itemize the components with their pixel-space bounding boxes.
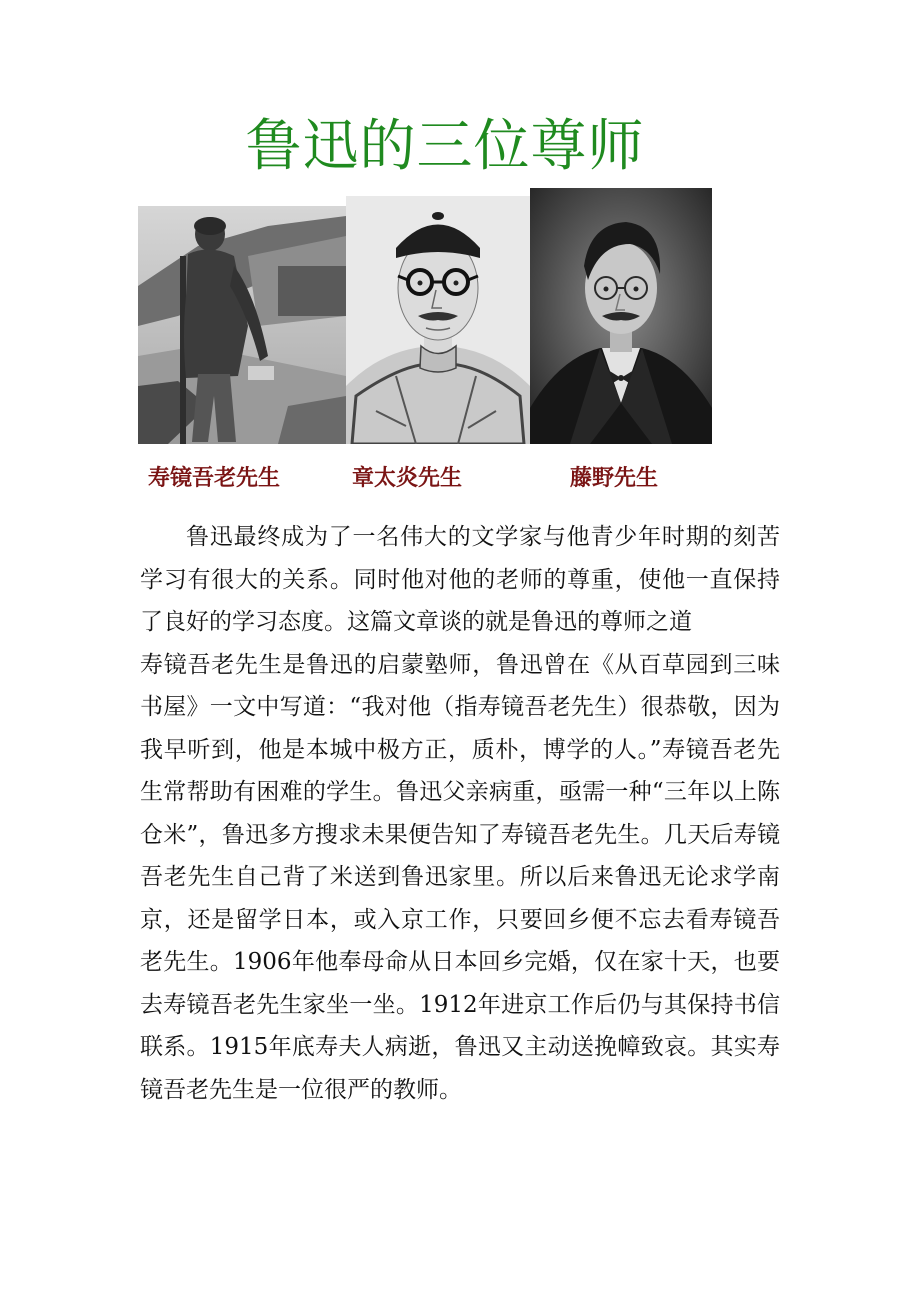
page-title: 鲁迅的三位尊师 — [245, 114, 645, 179]
paragraph-intro: 鲁迅最终成为了一名伟大的文学家与他青少年时期的刻苦学习有很大的关系。同时他对他的老师的尊重，使他一直保持了良好的学习态度。这篇文章谈的就是鲁迅的尊师之道 — [140, 524, 780, 635]
caption-shou-jingwu: 寿镜吾老先生 — [148, 466, 281, 491]
portrait-elderly-man-outdoors-photo — [138, 206, 346, 444]
portrait-man-in-suit-with-bowtie-photo — [530, 188, 712, 444]
paragraph-shou-jingwu: 寿镜吾老先生是鲁迅的启蒙塾师，鲁迅曾在《从百草园到三味书屋》一文中写道：“我对他（指寿镜吾老先生）很恭敬，因为我早听到，他是本城中极方正，质朴，博学的人。”寿镜吾老先生常帮助有困难的学生。鲁迅父亲病重，亟需一种“三年以上陈仓米”，鲁迅多方搜求未果便告知了寿镜吾老先生。几天后寿镜吾老先生自己背了米送到鲁迅家里。所以后来鲁迅无论求学南京，还是留学日本，或入京工作，只要回乡便不忘去看寿镜吾老先生。1906年他奉母命从日本回乡完婚，仅在家十天，也要去寿镜吾老先生家坐一坐。1912年进京工作后仍与其保持书信联系。1915年底寿夫人病逝，鲁迅又主动送挽幛致哀。其实寿镜吾老先生是一位很严的教师。 — [140, 651, 780, 1103]
caption-fujino: 藤野先生 — [570, 466, 659, 491]
article-body — [140, 516, 780, 1111]
caption-zhang-taiyan: 章太炎先生 — [352, 466, 463, 491]
portrait-man-with-round-glasses-and-cap-photo — [346, 196, 530, 444]
